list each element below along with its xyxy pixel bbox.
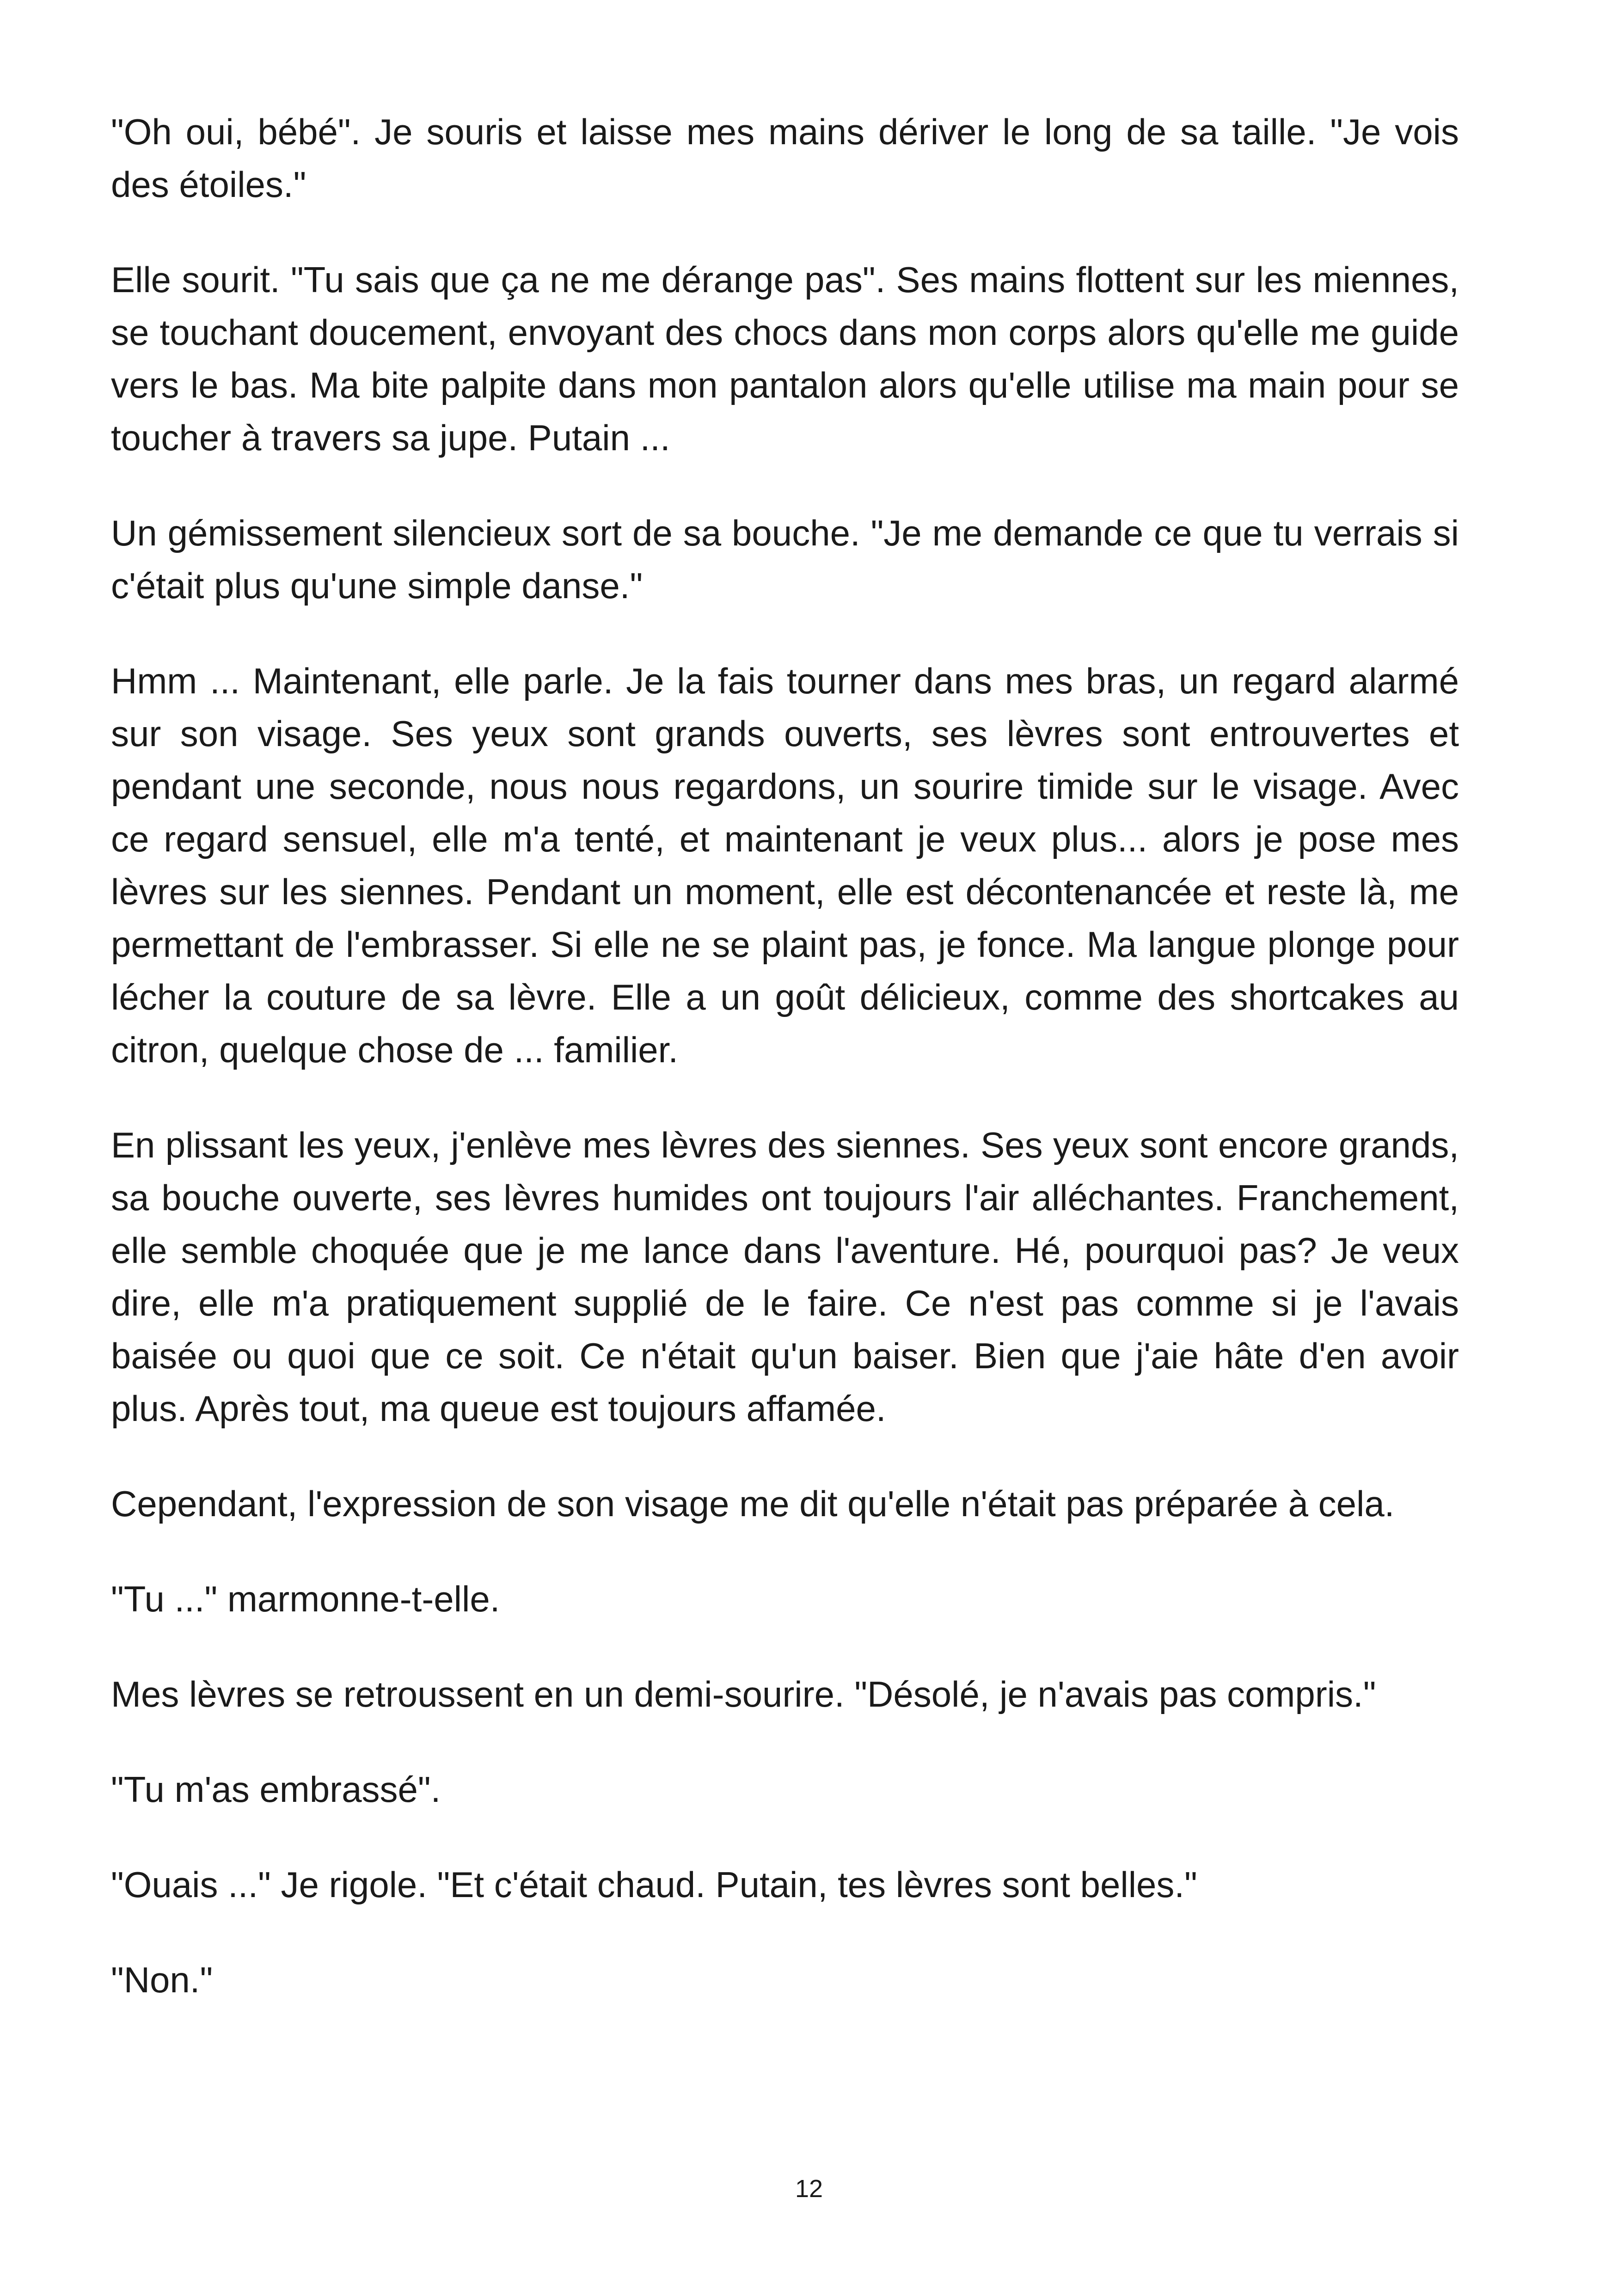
paragraph: Un gémissement silencieux sort de sa bouche. "Je me demande ce que tu verrais si c'était plus qu'une simple danse." (111, 513, 1459, 606)
paragraph: Elle sourit. "Tu sais que ça ne me dérange pas". Ses mains flottent sur les miennes, se touchant doucement, envoyant des chocs dans mon corps alors qu'elle me guide vers le bas. Ma bite palpite dans mon pantalon alors qu'elle utilise ma main pour se toucher à travers sa jupe. Putain ... (111, 259, 1459, 458)
body-text (111, 105, 1459, 2049)
paragraph: Hmm ... Maintenant, elle parle. Je la fais tourner dans mes bras, un regard alarmé sur son visage. Ses yeux sont grands ouverts, ses lèvres sont entrouvertes et pendant une seconde, nous nous regardons, un sourire timide sur le visage. Avec ce regard sensuel, elle m'a tenté, et maintenant je veux plus... alors je pose mes lèvres sur les siennes. Pendant un moment, elle est décontenancée et reste là, me permettant de l'embrasser. Si elle ne se plaint pas, je fonce. Ma langue plonge pour lécher la couture de sa lèvre. Elle a un goût délicieux, comme des shortcakes au citron, quelque chose de ... familier. (111, 661, 1459, 1070)
paragraph: "Tu ..." marmonne-t-elle. (111, 1579, 500, 1619)
page-number: 12 (795, 2175, 823, 2203)
paragraph: Mes lèvres se retroussent en un demi-sourire. "Désolé, je n'avais pas compris." (111, 1674, 1376, 1714)
paragraph: En plissant les yeux, j'enlève mes lèvres des siennes. Ses yeux sont encore grands, sa bouche ouverte, ses lèvres humides ont toujours l'air alléchantes. Franchement, elle semble choquée que je me lance dans l'aventure. Hé, pourquoi pas? Je veux dire, elle m'a pratiquement supplié de le faire. Ce n'est pas comme si je l'avais baisée ou quoi que ce soit. Ce n'était qu'un baiser. Bien que j'aie hâte d'en avoir plus. Après tout, ma queue est toujours affamée. (111, 1125, 1459, 1429)
paragraph: "Non." (111, 1959, 213, 2000)
paragraph: Cependant, l'expression de son visage me dit qu'elle n'était pas préparée à cela. (111, 1483, 1395, 1524)
paragraph: "Tu m'as embrassé". (111, 1769, 441, 1810)
paragraph: "Ouais ..." Je rigole. "Et c'était chaud. Putain, tes lèvres sont belles." (111, 1864, 1197, 1905)
paragraph: "Oh oui, bébé". Je souris et laisse mes mains dériver le long de sa taille. "Je vois des étoiles." (111, 111, 1459, 205)
